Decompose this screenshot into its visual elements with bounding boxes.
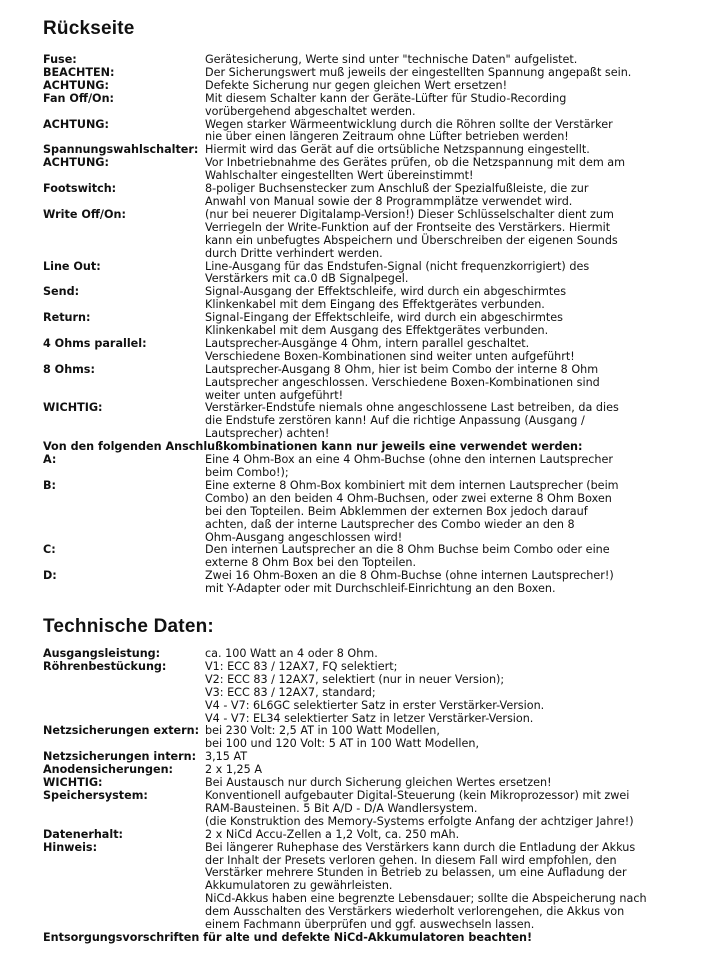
- rear-item-label: Fan Off/On:: [43, 91, 115, 105]
- rear-item-text: Lautsprecher-Ausgänge 4 Ohm, intern parallel geschaltet. Verschiedene Boxen-Kombinationen sind weiter unten aufgeführt!: [205, 336, 575, 363]
- disposal-heading: Entsorgungsvorschriften für alte und defekte NiCd-Akkumulatoren beachten!: [43, 930, 533, 944]
- tech-item-row: [43, 661, 683, 726]
- combination-label: B:: [43, 478, 57, 492]
- rear-item-row: [43, 119, 683, 145]
- rear-item-label: Fuse:: [43, 53, 77, 66]
- rear-item-row: [43, 364, 683, 403]
- tech-item-text: 2 x 1,25 A: [205, 763, 262, 777]
- rear-item-row: [43, 338, 683, 364]
- combinations-intro: Von den folgenden Anschlußkombinationen kann nur jeweils eine verwendet werden:: [43, 440, 583, 454]
- combination-row: [43, 480, 683, 545]
- rear-item-row: [43, 54, 683, 67]
- tech-item-label: Hinweis:: [43, 840, 98, 854]
- tech-item-text: Bei längerer Ruhephase des Verstärkers kann durch die Entladung der Akkus der Inhalt der Presets verloren gehen. In diesem Fall wird empfohlen, den Verstärker mehrere Stunden in Betrieb zu belassen, um eine Aufladung der Akkumulatoren zu gewährleisten. NiCd-Akkus haben eine begrenzte Lebensdauer; sollte die Abspeicherung nach dem Ausschalten des Verstärkers wiederholt verlorengehen, die Akkus von einem Fachmann überprüfen und ggf. auswechseln lassen.: [205, 840, 647, 932]
- combination-row: [43, 570, 683, 596]
- rear-item-row: [43, 312, 683, 338]
- tech-item-text: bei 230 Volt: 2,5 AT in 100 Watt Modellen, bei 100 und 120 Volt: 5 AT in 100 Watt Modellen,: [205, 724, 480, 751]
- rear-item-row: [43, 286, 683, 312]
- tech-item-row: [43, 648, 683, 661]
- combination-text: Eine 4 Ohm-Box an eine 4 Ohm-Buchse (ohne den internen Lautsprecher beim Combo!);: [205, 453, 613, 479]
- rear-item-row: [43, 183, 683, 209]
- rear-item-row: [43, 67, 683, 80]
- tech-data-section: [43, 648, 683, 945]
- rear-item-label: Footswitch:: [43, 182, 117, 196]
- rear-item-row: [43, 209, 683, 261]
- combination-row: [43, 454, 683, 480]
- combination-text: Den internen Lautsprecher an die 8 Ohm Buchse beim Combo oder eine externe 8 Ohm Box bei den Topteilen.: [205, 543, 610, 570]
- tech-item-label: Speichersystem:: [43, 788, 148, 802]
- rear-item-text: Defekte Sicherung nur gegen gleichen Wert ersetzen!: [205, 78, 508, 92]
- rear-item-row: [43, 93, 683, 119]
- rear-item-text: Signal-Ausgang der Effektschleife, wird durch ein abgeschirmtes Klinkenkabel mit dem Eingang des Effektgerätes verbunden.: [205, 285, 567, 312]
- rear-item-text: Line-Ausgang für das Endstufen-Signal (nicht frequenzkorrigiert) des Verstärkers mit ca.0 dB Signalpegel.: [205, 259, 590, 286]
- tech-item-label: Röhrenbestückung:: [43, 659, 167, 673]
- combination-label: D:: [43, 569, 57, 583]
- rear-item-label: Send:: [43, 285, 80, 299]
- rear-item-row: [43, 80, 683, 93]
- combination-label: C:: [43, 543, 56, 557]
- rear-item-label: Spannungswahlschalter:: [43, 143, 199, 157]
- tech-item-text: V1: ECC 83 / 12AX7, FQ selektiert; V2: ECC 83 / 12AX7, selektiert (nur in neuer Version); V3: ECC 83 / 12AX7, standard; V4 - V7: 6L6GC selektierter Satz in erster Verstärker-Version. V4 - V7: EL34 selektierter Satz in letzer Verstärker-Version.: [205, 659, 545, 725]
- rear-item-text: Mit diesem Schalter kann der Geräte-Lüfter für Studio-Recording vorübergehend abgeschaltet werden.: [205, 91, 567, 118]
- rear-item-label: ACHTUNG:: [43, 156, 109, 170]
- rear-item-label: BEACHTEN:: [43, 65, 115, 79]
- rear-item-text: Signal-Eingang der Effektschleife, wird durch ein abgeschirmtes Klinkenkabel mit dem Ausgang des Effektgerätes verbunden.: [205, 311, 563, 338]
- rear-item-label: 8 Ohms:: [43, 362, 95, 376]
- tech-item-label: Netzsicherungen extern:: [43, 724, 200, 738]
- tech-item-label: Anodensicherungen:: [43, 763, 174, 777]
- tech-item-label: Ausgangsleistung:: [43, 647, 161, 660]
- rear-item-row: [43, 157, 683, 183]
- rear-item-row: [43, 402, 683, 441]
- rear-item-text: Hiermit wird das Gerät auf die ortsübliche Netzspannung eingestellt.: [205, 143, 590, 157]
- rear-item-text: Gerätesicherung, Werte sind unter "technische Daten" aufgelistet.: [205, 53, 578, 66]
- tech-item-text: 2 x NiCd Accu-Zellen a 1,2 Volt, ca. 250 mAh.: [205, 827, 460, 841]
- tech-item-row: [43, 842, 683, 932]
- rear-item-text: Lautsprecher-Ausgang 8 Ohm, hier ist beim Combo der interne 8 Ohm Lautsprecher angeschlossen. Verschiedene Boxen-Kombinationen sind weiter unten aufgeführt!: [205, 362, 600, 402]
- rear-item-label: 4 Ohms parallel:: [43, 336, 147, 350]
- tech-item-label: WICHTIG:: [43, 776, 103, 790]
- rear-item-label: Return:: [43, 311, 91, 325]
- rear-item-row: [43, 261, 683, 287]
- rear-item-text: Verstärker-Endstufe niemals ohne angeschlossene Last betreiben, da dies die Endstufe zerstören kann! Auf die richtige Anpassung (Ausgang / Lautsprecher) achten!: [205, 401, 619, 441]
- tech-item-text: 3,15 AT: [205, 750, 248, 764]
- tech-item-row: [43, 829, 683, 842]
- rear-item-text: Vor Inbetriebnahme des Gerätes prüfen, ob die Netzspannung mit dem am Wahlschalter eingestellten Wert übereinstimmt!: [205, 156, 626, 183]
- rear-item-text: 8-poliger Buchsenstecker zum Anschluß der Spezialfußleiste, die zur Anwahl von Manual sowie der 8 Programmplätze verwendet wird.: [205, 182, 589, 208]
- combination-row: [43, 544, 683, 570]
- combination-text: Zwei 16 Ohm-Boxen an die 8 Ohm-Buchse (ohne internen Lautsprecher!) mit Y-Adapter oder mit Durchschleif-Einrichtung an den Boxen.: [205, 569, 614, 596]
- tech-item-label: Netzsicherungen intern:: [43, 750, 197, 764]
- heading-technische-daten: Technische Daten:: [43, 616, 214, 637]
- rear-item-label: Write Off/On:: [43, 207, 126, 221]
- heading-rueckseite: Rückseite: [43, 18, 135, 39]
- rear-item-text: (nur bei neuerer Digitalamp-Version!) Dieser Schlüsselschalter dient zum Verriegeln der Write-Funktion auf der Frontseite des Verstärkers. Hiermit kann ein unbefugtes Abspeichern und Überschreiben der eigenen Sounds durch Dritte verhindert werden.: [205, 207, 618, 260]
- combination-label: A:: [43, 453, 57, 467]
- tech-item-text: ca. 100 Watt an 4 oder 8 Ohm.: [205, 647, 378, 660]
- tech-item-text: Bei Austausch nur durch Sicherung gleichen Wertes ersetzen!: [205, 776, 552, 790]
- tech-item-text: Konventionell aufgebauter Digital-Steuerung (kein Mikroprozessor) mit zwei RAM-Bausteinen. 5 Bit A/D - D/A Wandlersystem. (die Konstruktion des Memory-Systems erfolgte Anfang der achtziger Jahre!): [205, 788, 634, 828]
- rear-item-text: Der Sicherungswert muß jeweils der eingestellten Spannung angepaßt sein.: [205, 65, 632, 79]
- combination-text: Eine externe 8 Ohm-Box kombiniert mit dem internen Lautsprecher (beim Combo) an den beiden 4 Ohm-Buchsen, oder zwei externe 8 Ohm Boxen bei den Topteilen. Beim Abklemmen der externen Box jedoch darauf achten, daß der interne Lautsprecher des Combo wieder an den 8 Ohm-Ausgang angeschlossen wird!: [205, 478, 619, 544]
- rear-item-label: ACHTUNG:: [43, 117, 109, 131]
- tech-item-row: [43, 790, 683, 829]
- tech-item-label: Datenerhalt:: [43, 827, 124, 841]
- rear-item-label: WICHTIG:: [43, 401, 103, 415]
- tech-item-row: [43, 725, 683, 751]
- rear-item-label: Line Out:: [43, 259, 101, 273]
- rear-item-text: Wegen starker Wärmeentwicklung durch die Röhren sollte der Verstärker nie über einen längeren Zeitraum ohne Lüfter betrieben werden!: [205, 117, 613, 144]
- rear-panel-section: [43, 54, 683, 596]
- rear-item-label: ACHTUNG:: [43, 78, 109, 92]
